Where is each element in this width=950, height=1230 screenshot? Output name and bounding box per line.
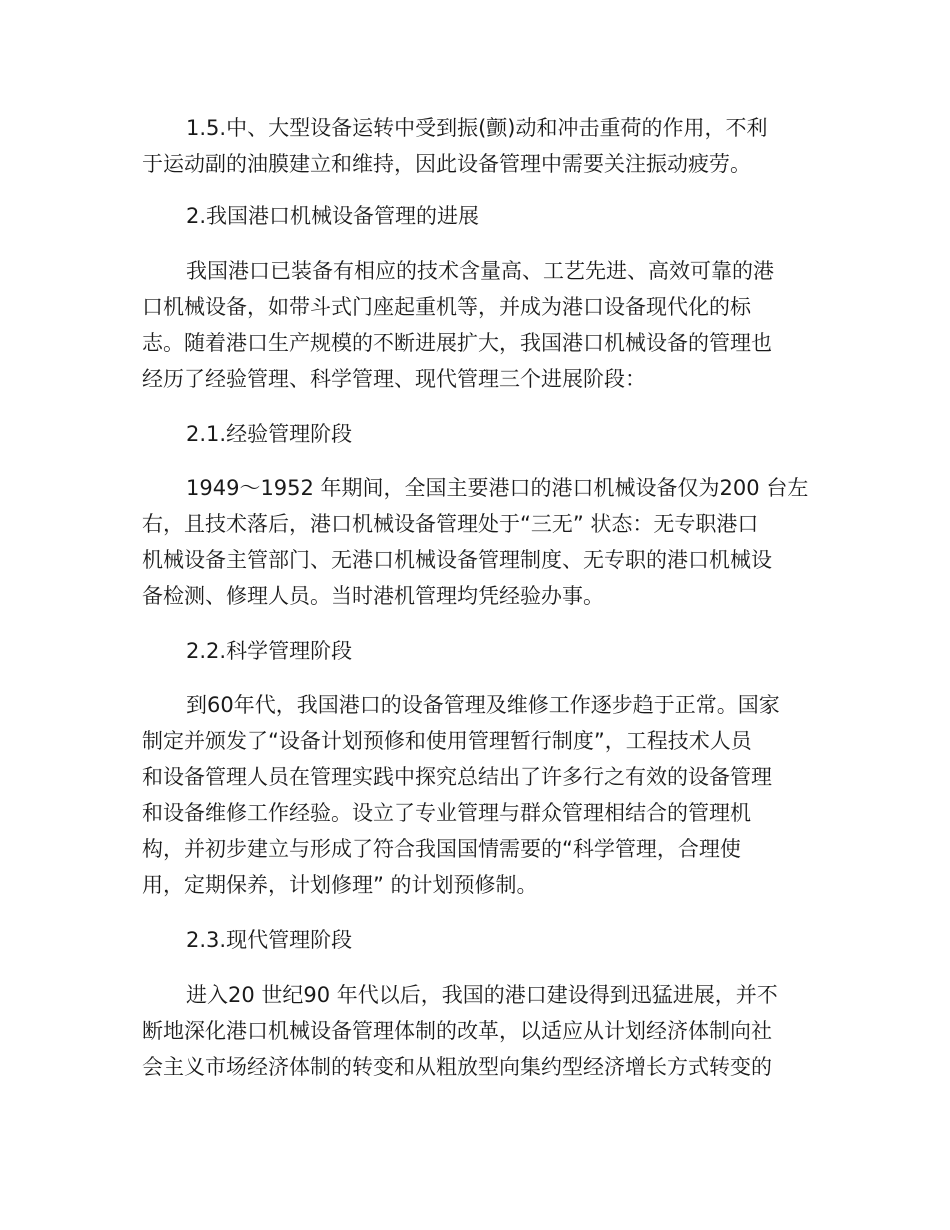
- paragraph-line: 用，定期保养，计划修理” 的计划预修制。: [142, 873, 538, 897]
- paragraph-line: 制定并颁发了“设备计划预修和使用管理暂行制度”，工程技术人员: [142, 729, 752, 753]
- paragraph-line: 机械设备主管部门、无港口机械设备管理制度、无专职的港口机械设: [142, 548, 772, 572]
- paragraph-line: 进入20 世纪90 年代以后，我国的港口建设得到迅猛进展，并不: [186, 983, 778, 1007]
- section-heading: 2.我国港口机械设备管理的进展: [186, 204, 480, 228]
- paragraph-line: 1949～1952 年期间，全国主要港口的港口机械设备仅为200 台左: [186, 476, 809, 500]
- paragraph-line: 到60年代，我国港口的设备管理及维修工作逐步趋于正常。国家: [186, 693, 780, 717]
- paragraph-line: 口机械设备，如带斗式门座起重机等，并成为港口设备现代化的标: [142, 295, 751, 319]
- paragraph-line: 于运动副的油膜建立和维持，因此设备管理中需要关注振动疲劳。: [142, 152, 751, 176]
- subsection-heading: 2.3.现代管理阶段: [186, 928, 353, 952]
- paragraph-line: 右，且技术落后，港口机械设备管理处于“三无” 状态：无专职港口: [142, 512, 759, 536]
- paragraph-line: 断地深化港口机械设备管理体制的改革，以适应从计划经济体制向社: [142, 1019, 772, 1043]
- paragraph-line: 经历了经验管理、科学管理、现代管理三个进展阶段：: [142, 367, 646, 391]
- paragraph-line: 志。随着港口生产规模的不断进展扩大，我国港口机械设备的管理也: [142, 331, 772, 355]
- paragraph-line: 构，并初步建立与形成了符合我国国情需要的“科学管理，合理使: [142, 837, 741, 861]
- paragraph-line: 和设备管理人员在管理实践中探究总结出了许多行之有效的设备管理: [142, 765, 772, 789]
- subsection-heading: 2.2.科学管理阶段: [186, 639, 353, 663]
- paragraph-line: 备检测、修理人员。当时港机管理均凭经验办事。: [142, 584, 604, 608]
- paragraph-line: 和设备维修工作经验。设立了专业管理与群众管理相结合的管理机: [142, 801, 751, 825]
- paragraph-line: 我国港口已装备有相应的技术含量高、工艺先进、高效可靠的港: [186, 259, 774, 283]
- paragraph-line: 1.5.中、大型设备运转中受到振(颤)动和冲击重荷的作用，不利: [186, 116, 768, 140]
- paragraph-line: 会主义市场经济体制的转变和从粗放型向集约型经济增长方式转变的: [142, 1055, 772, 1079]
- subsection-heading: 2.1.经验管理阶段: [186, 422, 353, 446]
